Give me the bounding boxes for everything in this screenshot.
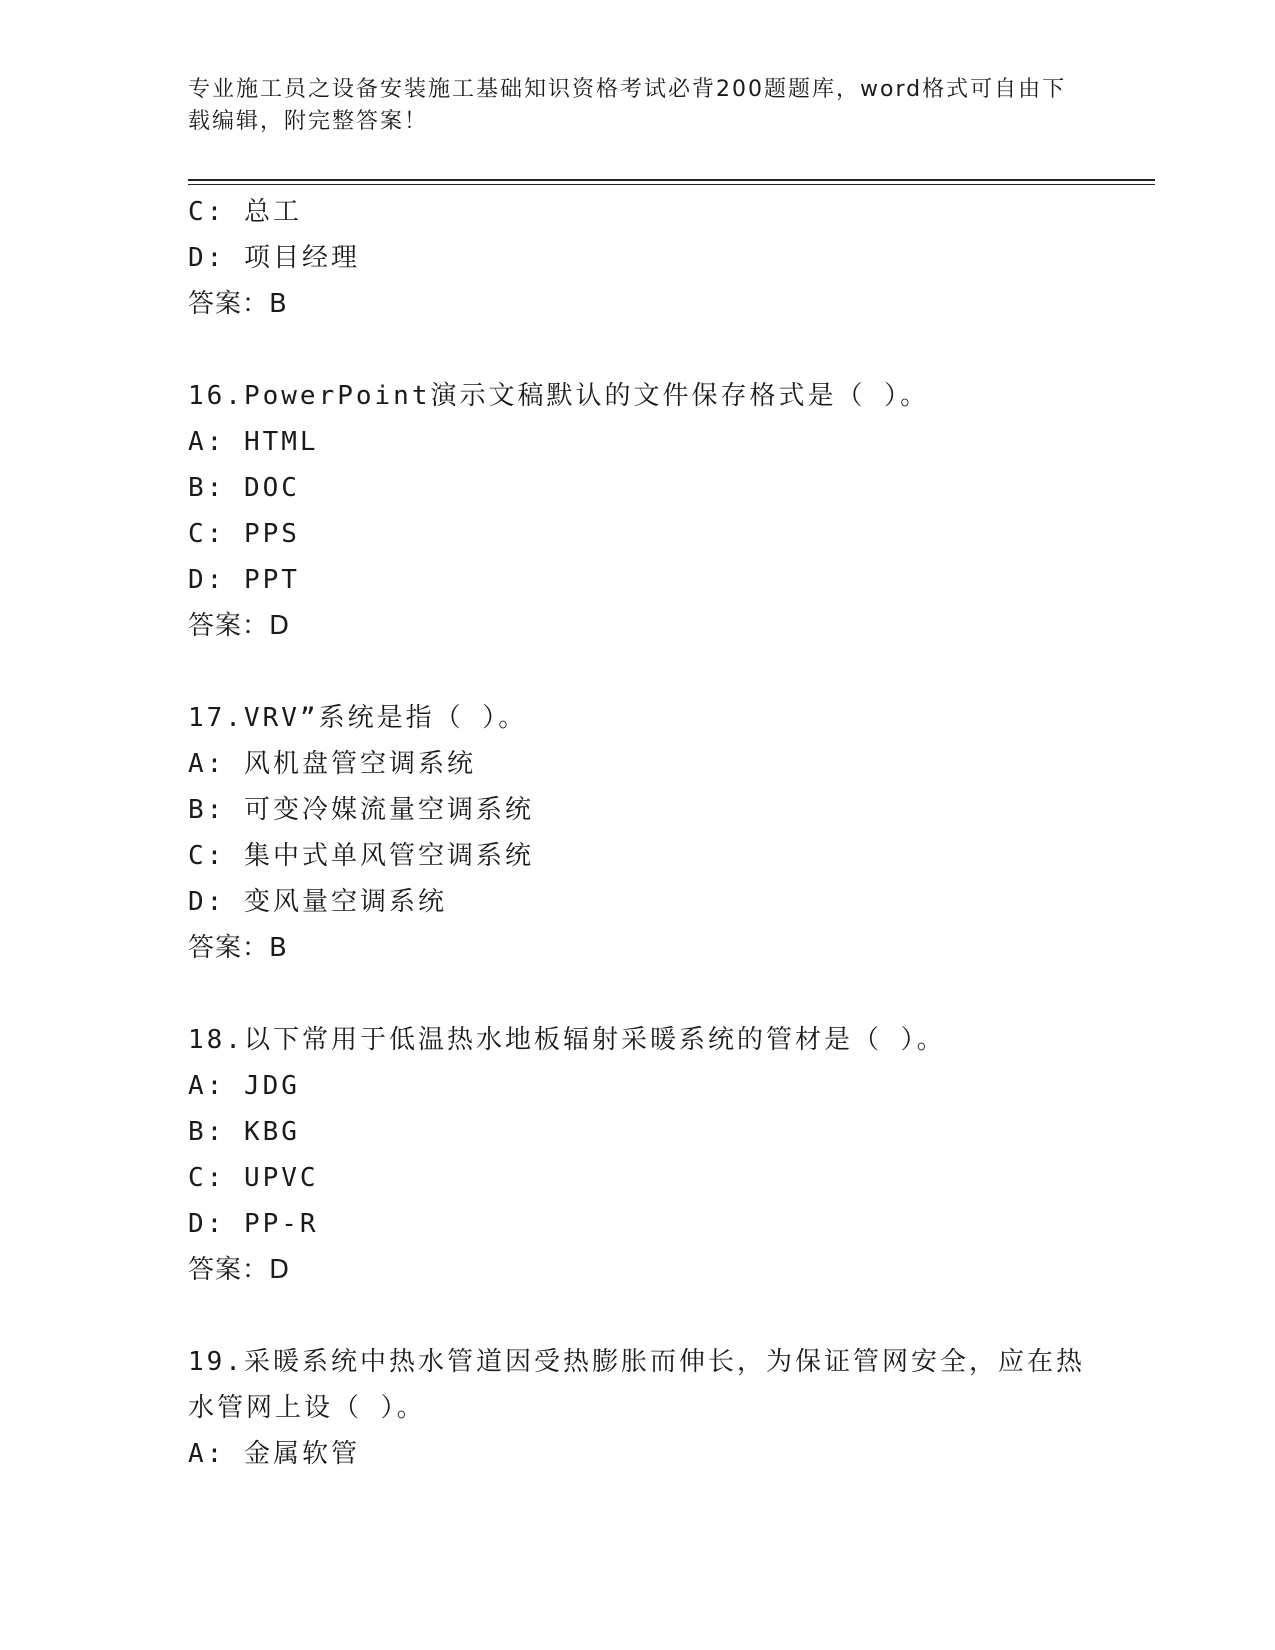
option-d: D: PPT	[188, 565, 300, 595]
option-a: A: 风机盘管空调系统	[188, 749, 476, 779]
spacer	[188, 649, 1088, 695]
document-header	[188, 74, 1088, 138]
answer-line: 答案：B	[188, 289, 288, 319]
spacer	[188, 971, 1088, 1017]
option-c: C: 集中式单风管空调系统	[188, 841, 534, 871]
question-text: 19.采暖系统中热水管道因受热膨胀而伸长，为保证管网安全，应在热水管网上设（ ）。	[188, 1347, 1085, 1423]
spacer	[188, 1293, 1088, 1339]
question-17	[188, 695, 1088, 971]
option-d: D: PP-R	[188, 1209, 319, 1239]
option-a: A: JDG	[188, 1071, 300, 1101]
answer-line: 答案：D	[188, 611, 291, 641]
answer-line: 答案：B	[188, 933, 288, 963]
option-b: B: KBG	[188, 1117, 300, 1147]
question-18	[188, 1017, 1088, 1293]
option-b: B: DOC	[188, 473, 300, 503]
option-a: A: 金属软管	[188, 1439, 360, 1469]
answer-line: 答案：D	[188, 1255, 291, 1285]
option-d: D: 变风量空调系统	[188, 887, 447, 917]
header-rule-thick	[188, 179, 1155, 181]
option-a: A: HTML	[188, 427, 319, 457]
question-text: 16.PowerPoint演示文稿默认的文件保存格式是（ ）。	[188, 381, 930, 411]
question-19	[188, 1339, 1088, 1477]
question-list	[188, 189, 1088, 1477]
spacer	[188, 327, 1088, 373]
question-16	[188, 373, 1088, 649]
option-b: B: 可变冷媒流量空调系统	[188, 795, 534, 825]
option-c: C: 总工	[188, 197, 302, 227]
header-rule-thin	[188, 184, 1155, 185]
option-d: D: 项目经理	[188, 243, 360, 273]
question-text: 18.以下常用于低温热水地板辐射采暖系统的管材是（ ）。	[188, 1025, 946, 1055]
option-c: C: PPS	[188, 519, 300, 549]
option-c: C: UPVC	[188, 1163, 319, 1193]
header-title: 专业施工员之设备安装施工基础知识资格考试必背200题题库，word格式可自由下载编辑，附完整答案！	[188, 77, 1067, 134]
question-text: 17.VRV”系统是指（ ）。	[188, 703, 528, 733]
